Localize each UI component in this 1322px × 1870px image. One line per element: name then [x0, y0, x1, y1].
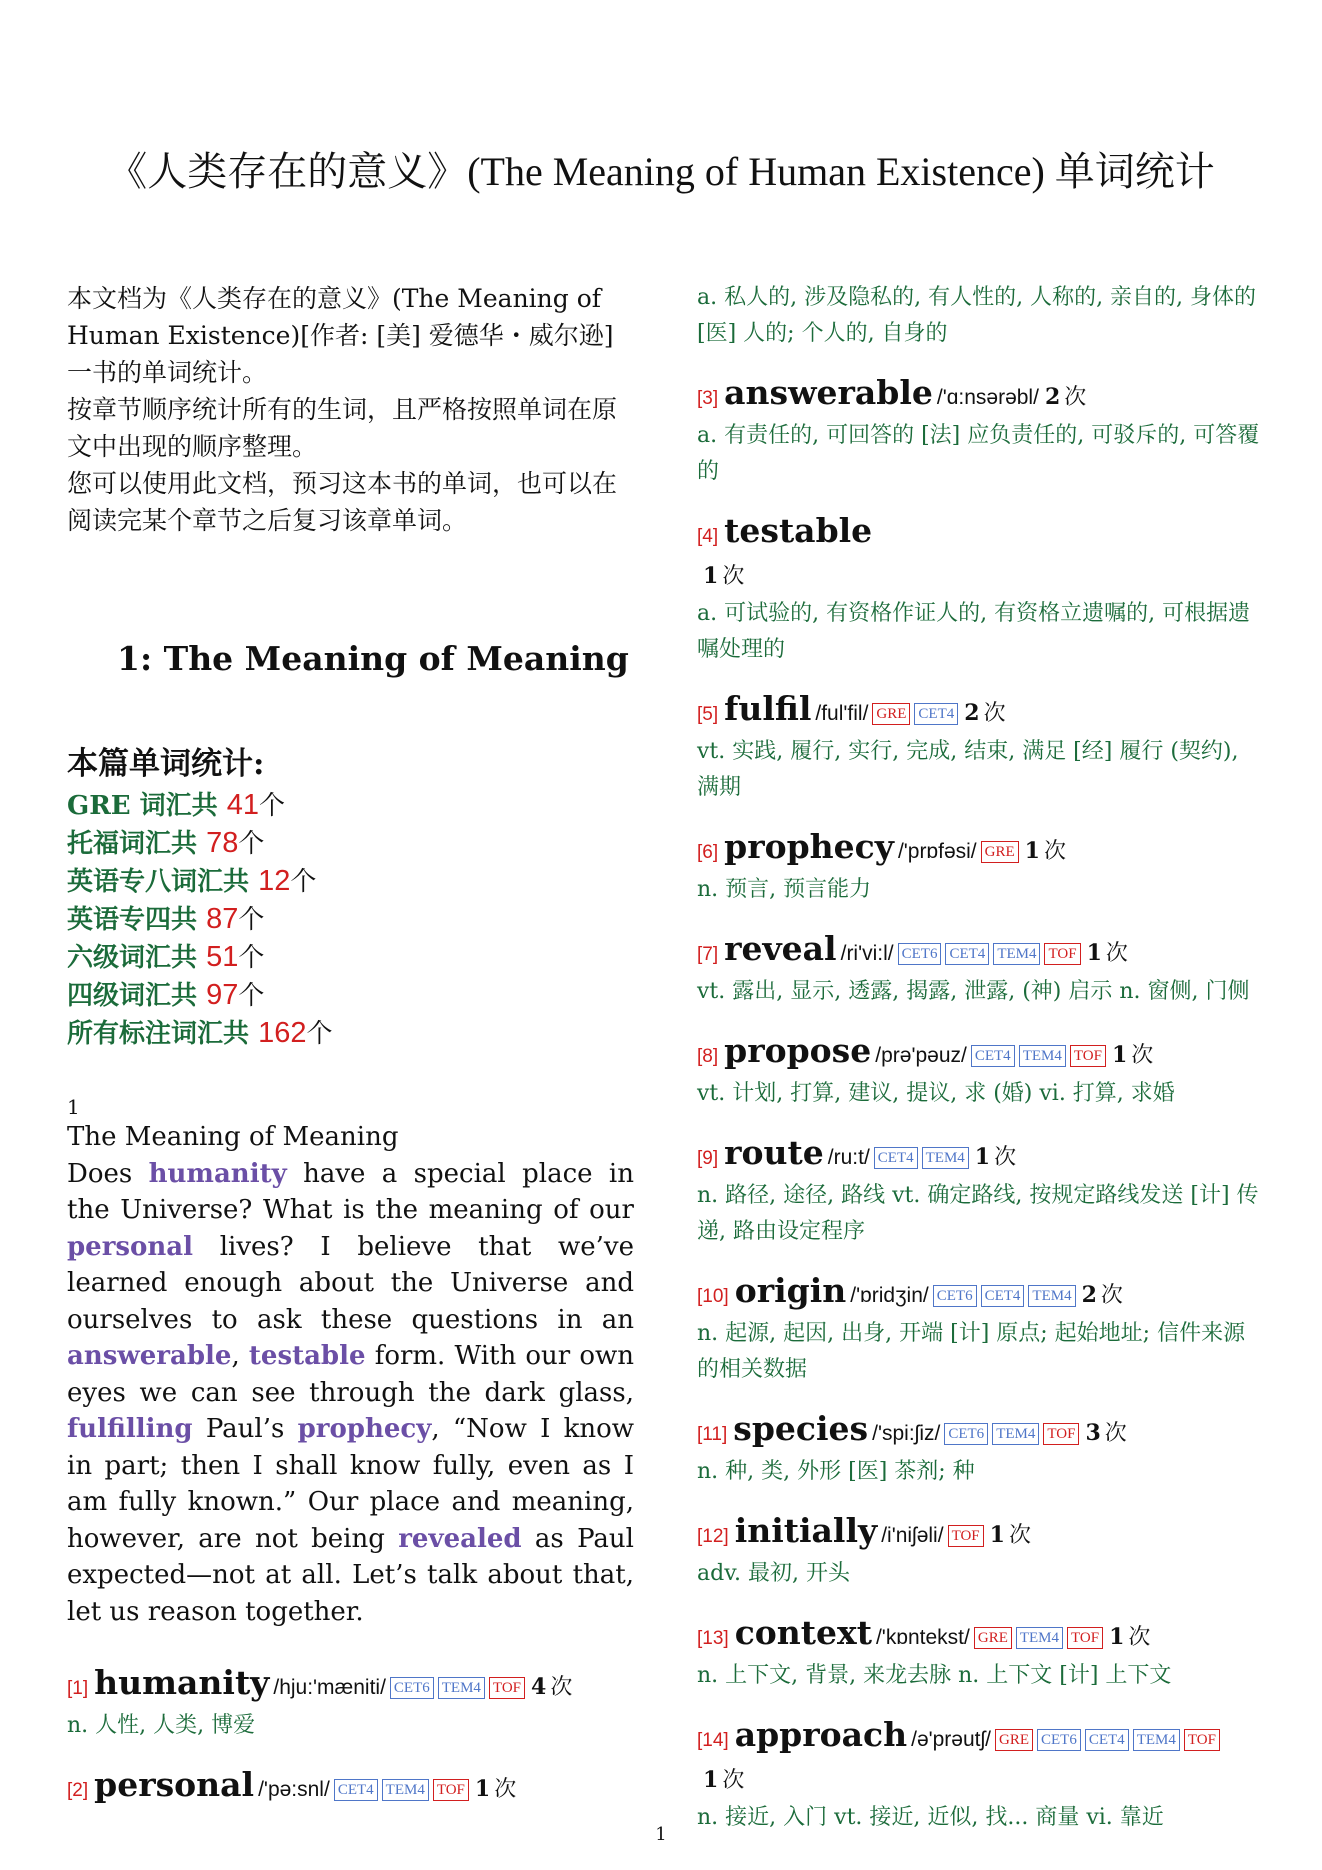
entry-definition: a. 有责任的, 可回答的 [法] 应负责任的, 可驳斥的, 可答覆的	[697, 423, 1260, 484]
entry-index: [13]	[697, 1628, 729, 1649]
chapter-number: 1	[67, 1095, 80, 1119]
stat-label: GRE 词汇共	[67, 791, 227, 821]
entry-phonetic: /ə'prəutʃ/	[911, 1728, 991, 1751]
entry-phonetic: /ri'vi:l/	[840, 942, 894, 965]
level-tag: CET6	[944, 1423, 988, 1445]
entry-count: 3	[1085, 1420, 1101, 1446]
entry-phonetic: /'spi:ʃiz/	[872, 1422, 941, 1445]
entry-word[interactable]: reveal	[724, 929, 837, 968]
entry-phonetic: /ful'fil/	[815, 702, 869, 725]
level-tag: CET4	[945, 943, 989, 965]
entry-phonetic: /'prɒfəsi/	[897, 840, 977, 863]
highlighted-word[interactable]: prophecy	[297, 1414, 432, 1444]
entry-index: [6]	[697, 842, 719, 863]
level-tag: TOF	[1070, 1045, 1106, 1067]
entry-count: 2	[964, 700, 980, 726]
level-tag: TOF	[1044, 943, 1080, 965]
count-unit: 次	[722, 564, 745, 589]
entry-index: [11]	[697, 1424, 728, 1445]
chapter-heading: 1: The Meaning of Meaning	[117, 639, 629, 678]
stat-unit: 个	[290, 867, 317, 897]
count-unit: 次	[550, 1675, 573, 1700]
vocab-entry	[697, 1410, 1265, 1490]
stat-label: 四级词汇共	[67, 981, 207, 1011]
entry-index: [4]	[697, 526, 719, 547]
entry-definition: n. 人性, 人类, 博爱	[67, 1713, 256, 1738]
entry-count: 2	[1081, 1282, 1097, 1308]
intro-paragraph: 您可以使用此文档，预习这本书的单词，也可以在阅读完某个章节之后复习该章单词。	[67, 469, 618, 535]
stat-row	[67, 977, 634, 1015]
vocab-entry	[67, 1766, 634, 1810]
count-unit: 次	[1008, 1523, 1031, 1548]
vocab-entry	[697, 512, 1265, 668]
entry-head	[697, 1410, 1265, 1454]
level-tag: CET6	[1037, 1729, 1081, 1751]
entry-index: [14]	[697, 1730, 729, 1751]
entry-word[interactable]: initially	[734, 1511, 878, 1550]
stat-unit: 个	[238, 905, 265, 935]
level-tag: TEM4	[1016, 1627, 1063, 1649]
highlighted-word[interactable]: answerable	[67, 1341, 232, 1371]
stat-row	[67, 1015, 634, 1053]
vocab-list-left	[67, 1664, 634, 1810]
entry-head	[697, 1614, 1265, 1658]
entry-definition: vt. 露出, 显示, 透露, 揭露, 泄露, (神) 启示 n. 窗侧, 门侧	[697, 979, 1250, 1004]
chapter-passage	[67, 1119, 634, 1630]
stat-value: 41	[226, 789, 259, 821]
count-unit: 次	[1064, 385, 1087, 410]
chapter-name: The Meaning of Meaning	[67, 1122, 399, 1152]
entry-definition: vt. 计划, 打算, 建议, 提议, 求 (婚) vi. 打算, 求婚	[697, 1081, 1175, 1106]
level-tag: TEM4	[1028, 1285, 1075, 1307]
entry-index: [5]	[697, 704, 719, 725]
entry-index: [3]	[697, 388, 719, 409]
entry-phonetic: /'kɒntekst/	[875, 1626, 970, 1649]
entry-index: [2]	[67, 1780, 89, 1801]
level-tag: TOF	[1043, 1423, 1079, 1445]
level-tag: CET4	[914, 703, 958, 725]
level-tag: TEM4	[993, 943, 1040, 965]
stat-value: 51	[206, 941, 239, 973]
level-tag: TOF	[489, 1677, 525, 1699]
entry-phonetic: /'pə:snl/	[258, 1778, 330, 1801]
entry-word[interactable]: personal	[94, 1765, 255, 1804]
count-unit: 次	[1043, 839, 1066, 864]
highlighted-word[interactable]: humanity	[148, 1158, 287, 1189]
highlighted-word[interactable]: fulfilling	[67, 1414, 193, 1444]
count-unit: 次	[983, 701, 1006, 726]
stat-unit: 个	[238, 981, 265, 1011]
entry-phonetic: /hju:'mæniti/	[273, 1676, 386, 1699]
entry-count: 1	[1109, 1624, 1125, 1650]
level-tag: CET4	[874, 1147, 918, 1169]
entry-phonetic: /i'niʃəli/	[881, 1524, 944, 1547]
entry-head	[67, 1664, 634, 1708]
entry-word[interactable]: answerable	[724, 373, 933, 412]
vocab-entry	[697, 1614, 1265, 1694]
entry-word[interactable]: testable	[724, 511, 873, 550]
entry-count: 1	[703, 563, 719, 589]
entry-definition: n. 路径, 途径, 路线 vt. 确定路线, 按规定路线发送 [计] 传递, 路由设定程序	[697, 1183, 1259, 1244]
vocab-entry	[697, 1272, 1265, 1388]
stat-unit: 个	[306, 1019, 333, 1049]
level-tag: TEM4	[922, 1147, 969, 1169]
entry-word[interactable]: route	[724, 1133, 824, 1172]
count-unit: 次	[1105, 941, 1128, 966]
entry-word[interactable]: context	[734, 1613, 872, 1652]
intro	[67, 280, 634, 539]
highlighted-word[interactable]: personal	[67, 1231, 194, 1262]
entry-count: 2	[1044, 384, 1061, 410]
level-tag: TEM4	[992, 1423, 1039, 1445]
count-unit: 次	[722, 1768, 745, 1793]
entry-head	[697, 1512, 1265, 1556]
left-column	[67, 280, 634, 1810]
stat-value: 97	[206, 979, 239, 1011]
page-number: 1	[655, 1824, 667, 1845]
entry-definition-continued: a. 私人的, 涉及隐私的, 有人性的, 人称的, 亲自的, 身体的 [医] 人的; 个人的, 自身的	[697, 285, 1257, 346]
level-tag: GRE	[995, 1729, 1033, 1751]
stat-row	[67, 939, 634, 977]
stat-unit: 个	[259, 791, 286, 821]
level-tag: TOF	[1067, 1627, 1103, 1649]
entry-count: 1	[989, 1522, 1005, 1548]
level-tag: CET6	[898, 943, 942, 965]
highlighted-word[interactable]: testable	[248, 1341, 366, 1371]
count-unit: 次	[994, 1145, 1017, 1170]
entry-head	[697, 1716, 1265, 1800]
stat-label: 英语专八词汇共	[67, 867, 259, 897]
entry-index: [10]	[697, 1286, 729, 1307]
level-tag: TOF	[433, 1779, 469, 1801]
level-tag: TEM4	[1019, 1045, 1066, 1067]
right-column	[697, 280, 1265, 1836]
entry-head	[67, 1766, 634, 1810]
entry-phonetic: /'ɒridʒin/	[850, 1284, 929, 1307]
entry-word[interactable]: fulfil	[724, 689, 812, 728]
entry-count: 1	[1024, 838, 1040, 864]
level-tag: CET6	[933, 1285, 977, 1307]
entry-word[interactable]: origin	[734, 1271, 847, 1310]
entry-index: [1]	[67, 1678, 89, 1699]
level-tag: TEM4	[1133, 1729, 1180, 1751]
entry-word[interactable]: prophecy	[724, 827, 894, 866]
stat-label: 英语专四共	[67, 905, 207, 935]
stat-value: 87	[206, 903, 239, 935]
entry-head	[697, 828, 1265, 872]
level-tag: CET4	[334, 1779, 378, 1801]
stat-value: 162	[258, 1017, 307, 1049]
entry-count: 1	[1086, 940, 1102, 966]
entry-definition: n. 起源, 起因, 出身, 开端 [计] 原点; 起始地址; 信件来源的相关数据	[697, 1321, 1246, 1382]
vocab-entry	[697, 690, 1265, 806]
highlighted-word[interactable]: revealed	[398, 1523, 522, 1554]
entry-definition: a. 可试验的, 有资格作证人的, 有资格立遗嘱的, 可根据遗嘱处理的	[697, 601, 1251, 662]
entry-word[interactable]: approach	[734, 1715, 908, 1754]
level-tag: GRE	[872, 703, 910, 725]
entry-head	[697, 930, 1265, 974]
entry-index: [8]	[697, 1046, 719, 1067]
level-tag: CET4	[1085, 1729, 1129, 1751]
vocab-entry	[697, 1512, 1265, 1592]
intro-paragraph: 本文档为《人类存在的意义》(The Meaning of Human Existence)[作者: [美] 爱德华・威尔逊] 一书的单词统计。	[67, 284, 614, 387]
entry-definition: n. 上下文, 背景, 来龙去脉 n. 上下文 [计] 上下文	[697, 1663, 1172, 1688]
count-unit: 次	[1100, 1283, 1123, 1308]
entry-definition: n. 种, 类, 外形 [医] 茶剂; 种	[697, 1459, 975, 1484]
stat-unit: 个	[238, 829, 265, 859]
entry-definition: n. 预言, 预言能力	[697, 877, 872, 902]
vocab-list-right	[697, 374, 1265, 1836]
level-tag: GRE	[981, 841, 1019, 863]
stat-value: 78	[206, 827, 239, 859]
entry-definition: adv. 最初, 开头	[697, 1561, 850, 1586]
vocab-entry	[697, 930, 1265, 1010]
entry-count: 1	[974, 1144, 991, 1170]
entry-count: 1	[1111, 1042, 1128, 1068]
entry-head	[697, 1032, 1265, 1076]
stat-row	[67, 787, 634, 825]
entry-count: 1	[474, 1776, 491, 1802]
entry-phonetic: /ru:t/	[827, 1146, 870, 1169]
level-tag: CET4	[971, 1045, 1015, 1067]
vocab-entry	[697, 828, 1265, 908]
stat-label: 所有标注词汇共	[67, 1019, 259, 1049]
entry-index: [9]	[697, 1148, 719, 1169]
entry-definition: vt. 实践, 履行, 实行, 完成, 结束, 满足 [经] 履行 (契约), 满期	[697, 739, 1239, 800]
vocab-entry	[697, 1134, 1265, 1250]
level-tag: GRE	[974, 1627, 1012, 1649]
entry-phonetic: /'ɑ:nsərəbl/	[936, 386, 1039, 409]
level-tag: CET4	[981, 1285, 1025, 1307]
entry-word[interactable]: humanity	[94, 1663, 270, 1702]
stat-unit: 个	[238, 943, 265, 973]
level-tag: TOF	[948, 1525, 984, 1547]
entry-head	[697, 1272, 1265, 1316]
level-tag: TEM4	[438, 1677, 485, 1699]
count-unit: 次	[494, 1777, 517, 1802]
level-tag: TEM4	[382, 1779, 429, 1801]
entry-head	[697, 374, 1265, 418]
vocab-entry	[67, 1664, 634, 1744]
passage-text: Does humanity have a special place in the Universe? What is the meaning of our personal lives? I believe that we’ve learned enough about the Universe and ourselves to ask these questions in an answerable, testable form. With our own eyes we can see through the dark glass, fulfilling Paul’s prophecy, “Now I know in part; then I shall know fully, even as I am fully known.” Our place and meaning, however, are not being revealed as Paul expected—not at all. Let’s talk about that, let us reason together.	[67, 1158, 634, 1627]
stat-label: 六级词汇共	[67, 943, 207, 973]
level-tag: TOF	[1184, 1729, 1220, 1751]
entry-word[interactable]: species	[733, 1409, 869, 1448]
document-title: 《人类存在的意义》(The Meaning of Human Existence) 单词统计	[107, 149, 1215, 194]
entry-count: 4	[531, 1674, 547, 1700]
stats-list	[67, 787, 634, 1053]
vocab-entry	[697, 374, 1265, 490]
stat-row	[67, 863, 634, 901]
entry-index: [7]	[697, 944, 719, 965]
stat-label: 托福词汇共	[67, 829, 207, 859]
count-unit: 次	[1128, 1625, 1151, 1650]
entry-index: [12]	[697, 1526, 729, 1547]
entry-head	[697, 1134, 1265, 1178]
entry-head	[697, 690, 1265, 734]
stat-row	[67, 825, 634, 863]
entry-word[interactable]: propose	[724, 1031, 872, 1070]
stat-row	[67, 901, 634, 939]
entry-head	[697, 512, 1265, 596]
entry-count: 1	[703, 1767, 719, 1793]
vocab-entry	[697, 1716, 1265, 1836]
vocab-entry	[697, 1032, 1265, 1112]
count-unit: 次	[1131, 1043, 1154, 1068]
level-tag: CET6	[390, 1677, 434, 1699]
stat-value: 12	[258, 865, 291, 897]
count-unit: 次	[1104, 1421, 1127, 1446]
entry-definition: n. 接近, 入门 vt. 接近, 近似, 找... 商量 vi. 靠近	[697, 1805, 1164, 1830]
stats-title: 本篇单词统计:	[67, 746, 265, 782]
intro-paragraph: 按章节顺序统计所有的生词，且严格按照单词在原文中出现的顺序整理。	[67, 395, 618, 461]
entry-phonetic: /prə'pəuz/	[875, 1044, 967, 1067]
